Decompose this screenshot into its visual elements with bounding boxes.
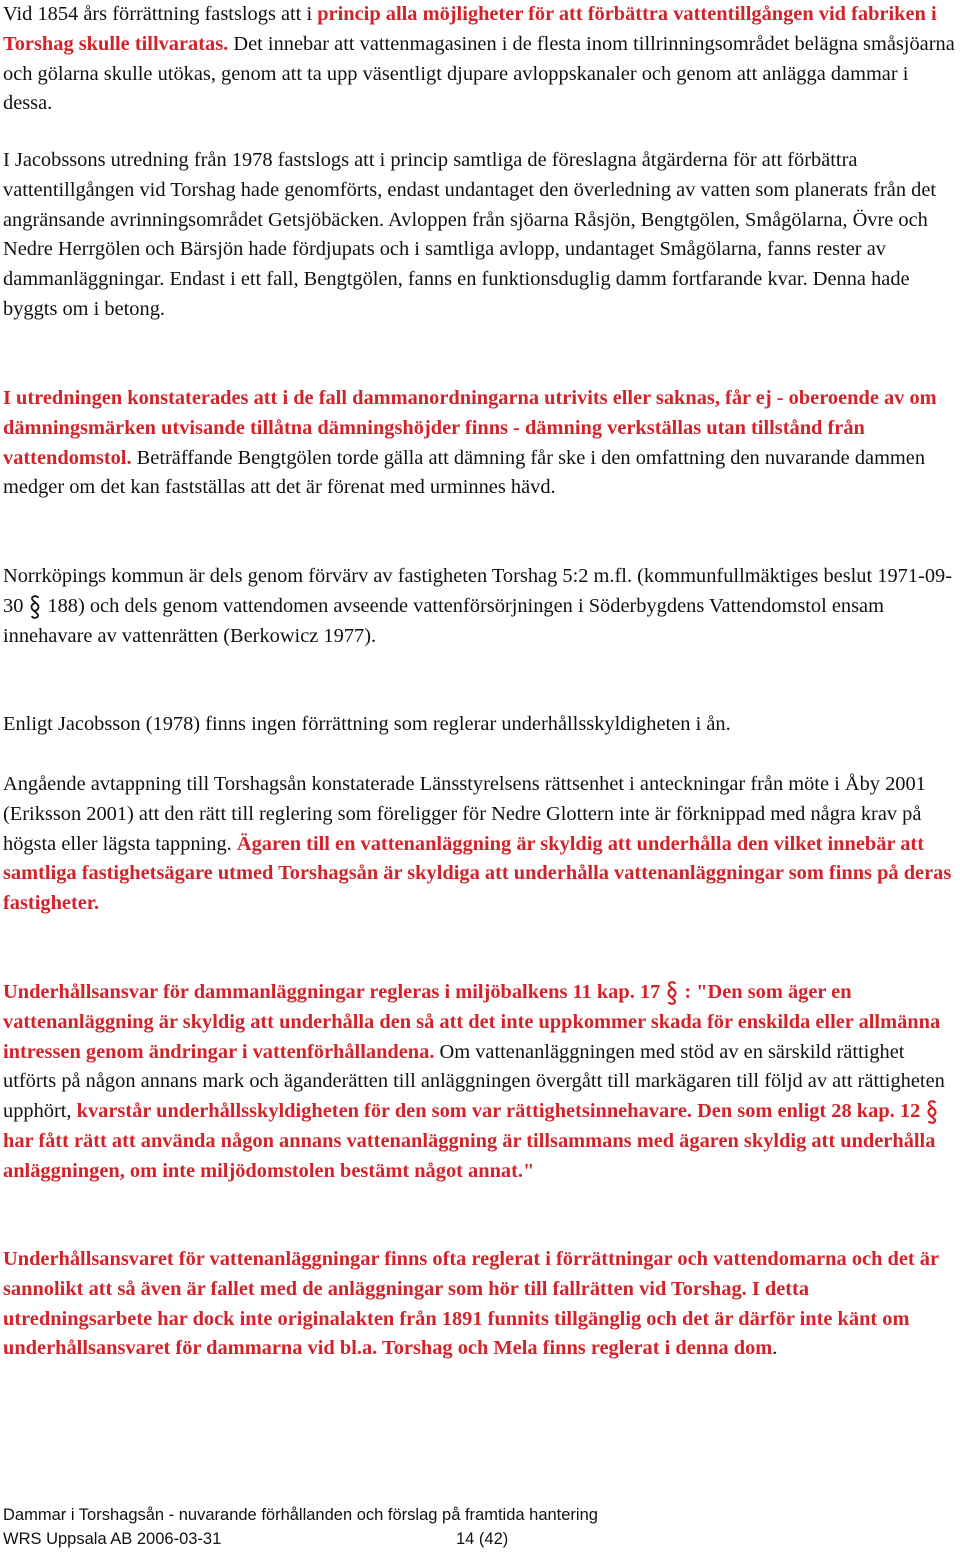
p8-text: . [772, 1337, 778, 1360]
p4-text-a: Norrköpings kommun är dels genom förvärv av fastigheten Torshag 5:2 m.fl. (kommunfullmäktiges beslut 1971-09-30 [3, 565, 953, 617]
p3-text: Beträffande Bengtgölen torde gälla att dämning får ske i den omfattning den nuvarande dammen medger om det kan fastställas att det är förenat med urminnes hävd. [3, 446, 926, 499]
p5-text: Enligt Jacobsson (1978) finns ingen förrättning som reglerar underhållsskyldigheten i ån. [3, 713, 731, 735]
footer-title: Dammar i Torshagsån - nuvarande förhållanden och förslag på framtida hantering [3, 1506, 598, 1524]
p8-highlight: Underhållsansvaret för vattenanläggningar finns ofta reglerat i förrättningar och vattendomarna och det är sannolikt att så även är fallet med de anläggningar som hör till fallrätten vid Torshag. I detta utredningsarbete har dock inte originalakten från 1891 funnits tillgänglig och det är därför inte känt om underhållsansvaret för dammarna vid bl.a. Torshag och Mela finns reglerat i denna dom [3, 1248, 939, 1360]
paragraph-7 [3, 978, 955, 1187]
paragraph-3 [3, 384, 955, 503]
paragraph-5 [3, 710, 955, 740]
p2-text: I Jacobssons utredning från 1978 fastslogs att i princip samtliga de föreslagna åtgärderna för att förbättra vattentillgången vid Torshag hade genomförts, endast undantaget den överledning av vatten som planerats från det angränsande avrinningsområdet Getsjöbäcken. Avloppen från sjöarna Råsjön, Bengtgölen, Smågölarna, Övre och Nedre Herrgölen och Bärsjön hade fördjupats och i samtliga avlopp, undantaget Smågölarna, fanns rester av dammanläggningar. Endast i ett fall, Bengtgölen, fanns en funktionsduglig damm fortfarande kvar. Denna hade byggts om i betong. [3, 149, 937, 320]
p6-highlight: Ägaren till en vattenanläggning är skyldig att underhålla den vilket innebär att samtliga fastighetsägare utmed Torshagsån är skyldiga att underhålla vattenanläggningar som finns på deras fastigheter. [3, 832, 952, 915]
p6-text: Angående avtappning till Torshagsån konstaterade Länsstyrelsens rättsenhet i anteckningar från möte i Åby 2001 (Eriksson 2001) att den rätt till reglering som föreligger för Nedre Glottern inte är förknippad med några krav på högsta eller lägsta tappning. [3, 773, 926, 855]
p1-text-a: Vid 1854 års förrättning fastslogs att i [3, 3, 318, 25]
section-sign-icon [29, 594, 41, 620]
paragraph-4 [3, 562, 955, 651]
p7-highlight-d: har fått rätt att använda någon annans vattenanläggning är tillsammans med ägaren skyldig att underhålla anläggningen, om inte miljödomstolen bestämt något annat." [3, 1129, 936, 1182]
p7-highlight-c: kvarstår underhållsskyldigheten för den som var rättighetsinnehavare. Den som enligt 28 kap. 12 [76, 1100, 921, 1123]
paragraph-1 [3, 0, 955, 119]
section-sign-icon [666, 980, 678, 1006]
p7-highlight-a: Underhållsansvar för dammanläggningar regleras i miljöbalkens 11 kap. 17 [3, 981, 661, 1003]
p7-text: Om vattenanläggningen med stöd av en särskild rättighet utförts på någon annans mark och äganderätten till anläggningen övergått till markägaren till följd av att rättigheten upphört, [3, 1040, 945, 1123]
paragraph-2 [3, 146, 955, 325]
section-sign-icon [926, 1099, 938, 1125]
footer-page-number: 14 (42) [456, 1530, 509, 1548]
p7-highlight-b: : "Den som äger en vattenanläggning är skyldig att underhålla den så att det inte uppkommer skada för enskilda eller allmänna intressen genom ändringar i vattenförhållandena. [3, 981, 941, 1063]
footer-org-date: WRS Uppsala AB 2006-03-31 [3, 1530, 222, 1548]
p1-text-b: Det innebar att vattenmagasinen i de flesta inom tillrinningsområdet belägna småsjöarna och gölarna skulle utökas, genom att ta upp väsentligt djupare avloppskanaler och genom att anlägga dammar i dessa. [3, 32, 955, 115]
paragraph-6 [3, 770, 955, 919]
p1-highlight: princip alla möjligheter för att förbättra vattentillgången vid fabriken i Torshag skulle tillvaratas. [3, 3, 937, 55]
p4-text-b: 188) och dels genom vattendomen avseende vattenförsörjningen i Söderbygdens Vattendomstol ensam innehavare av vattenrätten (Berkowicz 1977). [3, 594, 884, 647]
paragraph-8 [3, 1245, 955, 1364]
p3-highlight: I utredningen konstaterades att i de fall dammanordningarna utrivits eller saknas, får ej - oberoende av om dämningsmärken utvisande tillåtna dämningshöjder finns - dämning verkställas utan tillstånd från vattendomstol. [3, 387, 937, 469]
